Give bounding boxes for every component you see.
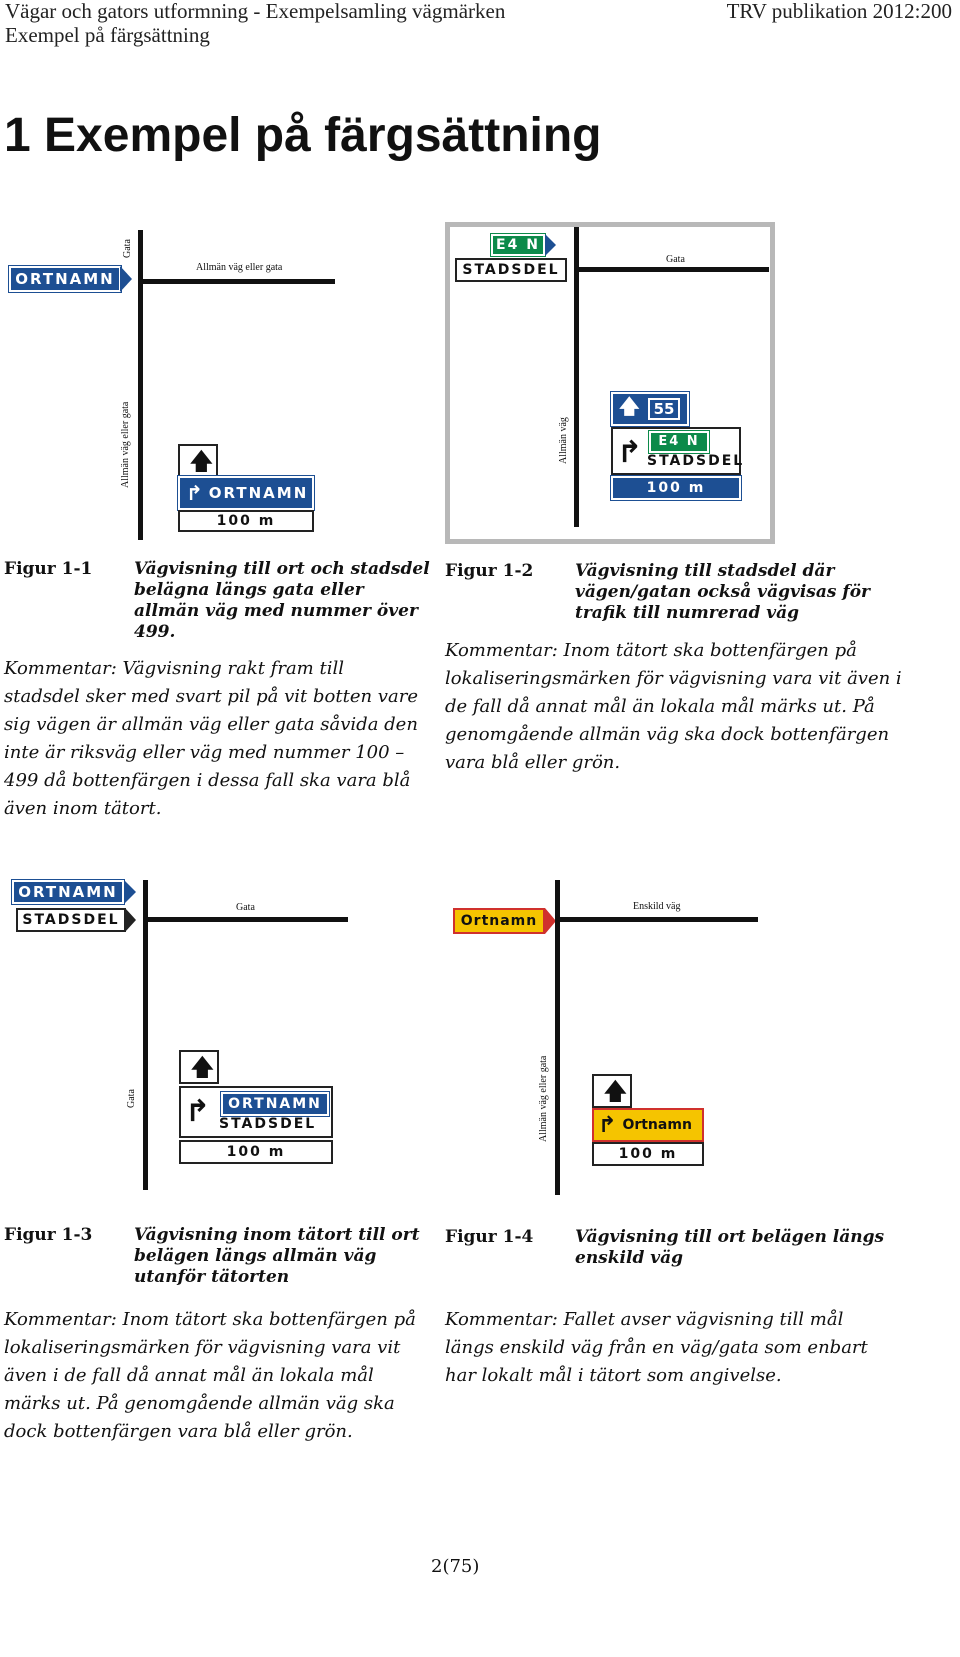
road-vertical — [138, 230, 143, 540]
route-number: 55 — [648, 398, 681, 420]
page-number: 2(75) — [431, 1556, 480, 1577]
arrow-turn-right-icon: ↱ — [185, 1094, 211, 1129]
figure-1-4-caption: Vägvisning till ort belägen längs enskild väg — [575, 1227, 885, 1268]
figure-1-3-diagram — [0, 872, 440, 1202]
sign-pointer-icon — [545, 234, 556, 256]
road-horizontal — [577, 267, 769, 272]
road-label-vertical: Allmän väg eller gata — [120, 401, 131, 488]
figure-1-4-diagram — [445, 872, 775, 1202]
road-horizontal — [558, 917, 758, 922]
sign-text: STADSDEL — [647, 453, 745, 469]
straight-arrow-panel — [178, 444, 218, 477]
main-sign-ortnamn — [592, 1108, 704, 1142]
road-horizontal — [140, 279, 335, 284]
route-e4n: E4 N — [649, 431, 709, 453]
main-sign-ortnamn — [178, 476, 314, 510]
arrow-up-icon: 🡅 — [619, 394, 640, 418]
arrow-up-icon: 🡅 — [189, 447, 214, 475]
figure-1-4-label: Figur 1-4 — [445, 1227, 534, 1247]
sign-top-stadsdel: STADSDEL — [16, 908, 126, 932]
doc-subtitle: Exempel på färgsättning — [5, 23, 210, 47]
arrow-turn-right-icon: ↱ — [186, 481, 203, 505]
road-vertical — [555, 880, 560, 1195]
publication-id: TRV publikation 2012:200 — [726, 0, 952, 23]
figure-1-1-caption: Vägvisning till ort och stadsdel belägna längs gata eller allmän väg med nummer över 499. — [134, 559, 430, 642]
road-label-enskild-vag: Enskild väg — [633, 901, 681, 912]
main-sign-ortnamn-stadsdel — [179, 1086, 333, 1138]
figure-1-3-comment: Kommentar: Inom tätort ska bottenfärgen på lokaliseringsmärken för vägvisning vara vit även i de fall då annat mål än lokala mål märks ut. På genomgående allmän väg ska dock bottenfärgen vara blå eller grön. — [4, 1309, 416, 1442]
arrow-up-icon: 🡅 — [190, 1053, 215, 1081]
main-sign-stadsdel — [611, 427, 745, 475]
doc-title: Vägar och gators utformning - Exempelsamling vägmärken — [5, 0, 506, 23]
figure-1-2-label: Figur 1-2 — [445, 561, 534, 581]
straight-arrow-panel — [179, 1050, 219, 1084]
road-label-gata: Gata — [122, 239, 133, 258]
road-label-top: Allmän väg eller gata — [196, 262, 283, 273]
sign-route-55 — [611, 392, 689, 426]
figure-1-2-caption: Vägvisning till stadsdel där vägen/gatan också vägvisas för trafik till numrerad väg — [575, 561, 870, 623]
distance-sign: 100 m — [592, 1142, 704, 1166]
sign-pointer-icon — [120, 266, 132, 292]
road-label-gata-vertical: Gata — [126, 1089, 137, 1108]
sign-top-ortnamn: ORTNAMN — [12, 880, 124, 904]
sign-pointer-icon — [125, 908, 136, 932]
figure-1-3-caption: Vägvisning inom tätort till ort belägen längs allmän väg utanför tätorten — [134, 1225, 420, 1287]
road-label-gata: Gata — [236, 902, 255, 913]
road-label-gata: Gata — [666, 254, 685, 265]
sign-text-ortnamn: ORTNAMN — [221, 1092, 329, 1116]
figure-1-2-comment: Kommentar: Inom tätort ska bottenfärgen på lokaliseringsmärken för vägvisning vara vit även i de fall då annat mål än lokala mål märks ut. På genomgående allmän väg ska dock bottenfärgen vara blå eller grön. — [445, 640, 902, 773]
figure-1-1-comment: Kommentar: Vägvisning rakt fram till stadsdel sker med svart pil på vit botten vare sig vägen är allmän väg eller gata såvida den inte är riksväg eller väg med nummer 100 – 499 då bottenfärgen i dessa fall ska vara blå även inom tätort. — [4, 658, 418, 819]
road-vertical — [574, 227, 579, 527]
road-label-allman-vag-eller-gata: Allmän väg eller gata — [538, 1055, 549, 1142]
sign-top-ortnamn: ORTNAMN — [9, 266, 121, 292]
sign-top-route: E4 N — [491, 234, 545, 256]
distance-sign: 100 m — [179, 1140, 333, 1164]
distance-sign: 100 m — [611, 476, 741, 500]
sign-text: ORTNAMN — [208, 484, 309, 502]
arrow-up-icon: 🡅 — [603, 1077, 628, 1105]
sign-top-ortnamn: Ortnamn — [453, 908, 545, 934]
sign-top-stadsdel: STADSDEL — [455, 258, 567, 282]
road-label-allman-vag: Allmän väg — [558, 417, 569, 464]
arrow-turn-right-icon: ↱ — [598, 1112, 617, 1138]
straight-arrow-panel — [592, 1074, 632, 1108]
section-title: 1 Exempel på färgsättning — [4, 109, 602, 162]
figure-1-4-comment: Kommentar: Fallet avser vägvisning till mål längs enskild väg från en väg/gata som enbart har lokalt mål i tätort som angivelse. — [445, 1309, 868, 1386]
arrow-turn-right-icon: ↱ — [617, 435, 643, 470]
sign-text-stadsdel: STADSDEL — [219, 1116, 317, 1132]
figure-1-1-diagram — [0, 220, 440, 550]
figure-1-3-label: Figur 1-3 — [4, 1225, 93, 1245]
figure-1-2-diagram — [445, 222, 775, 544]
sign-text: Ortnamn — [622, 1117, 692, 1133]
road-horizontal — [146, 917, 348, 922]
distance-sign: 100 m — [178, 510, 314, 532]
figure-1-1-label: Figur 1-1 — [4, 559, 93, 579]
sign-pointer-icon — [124, 880, 136, 904]
road-vertical — [143, 880, 148, 1190]
